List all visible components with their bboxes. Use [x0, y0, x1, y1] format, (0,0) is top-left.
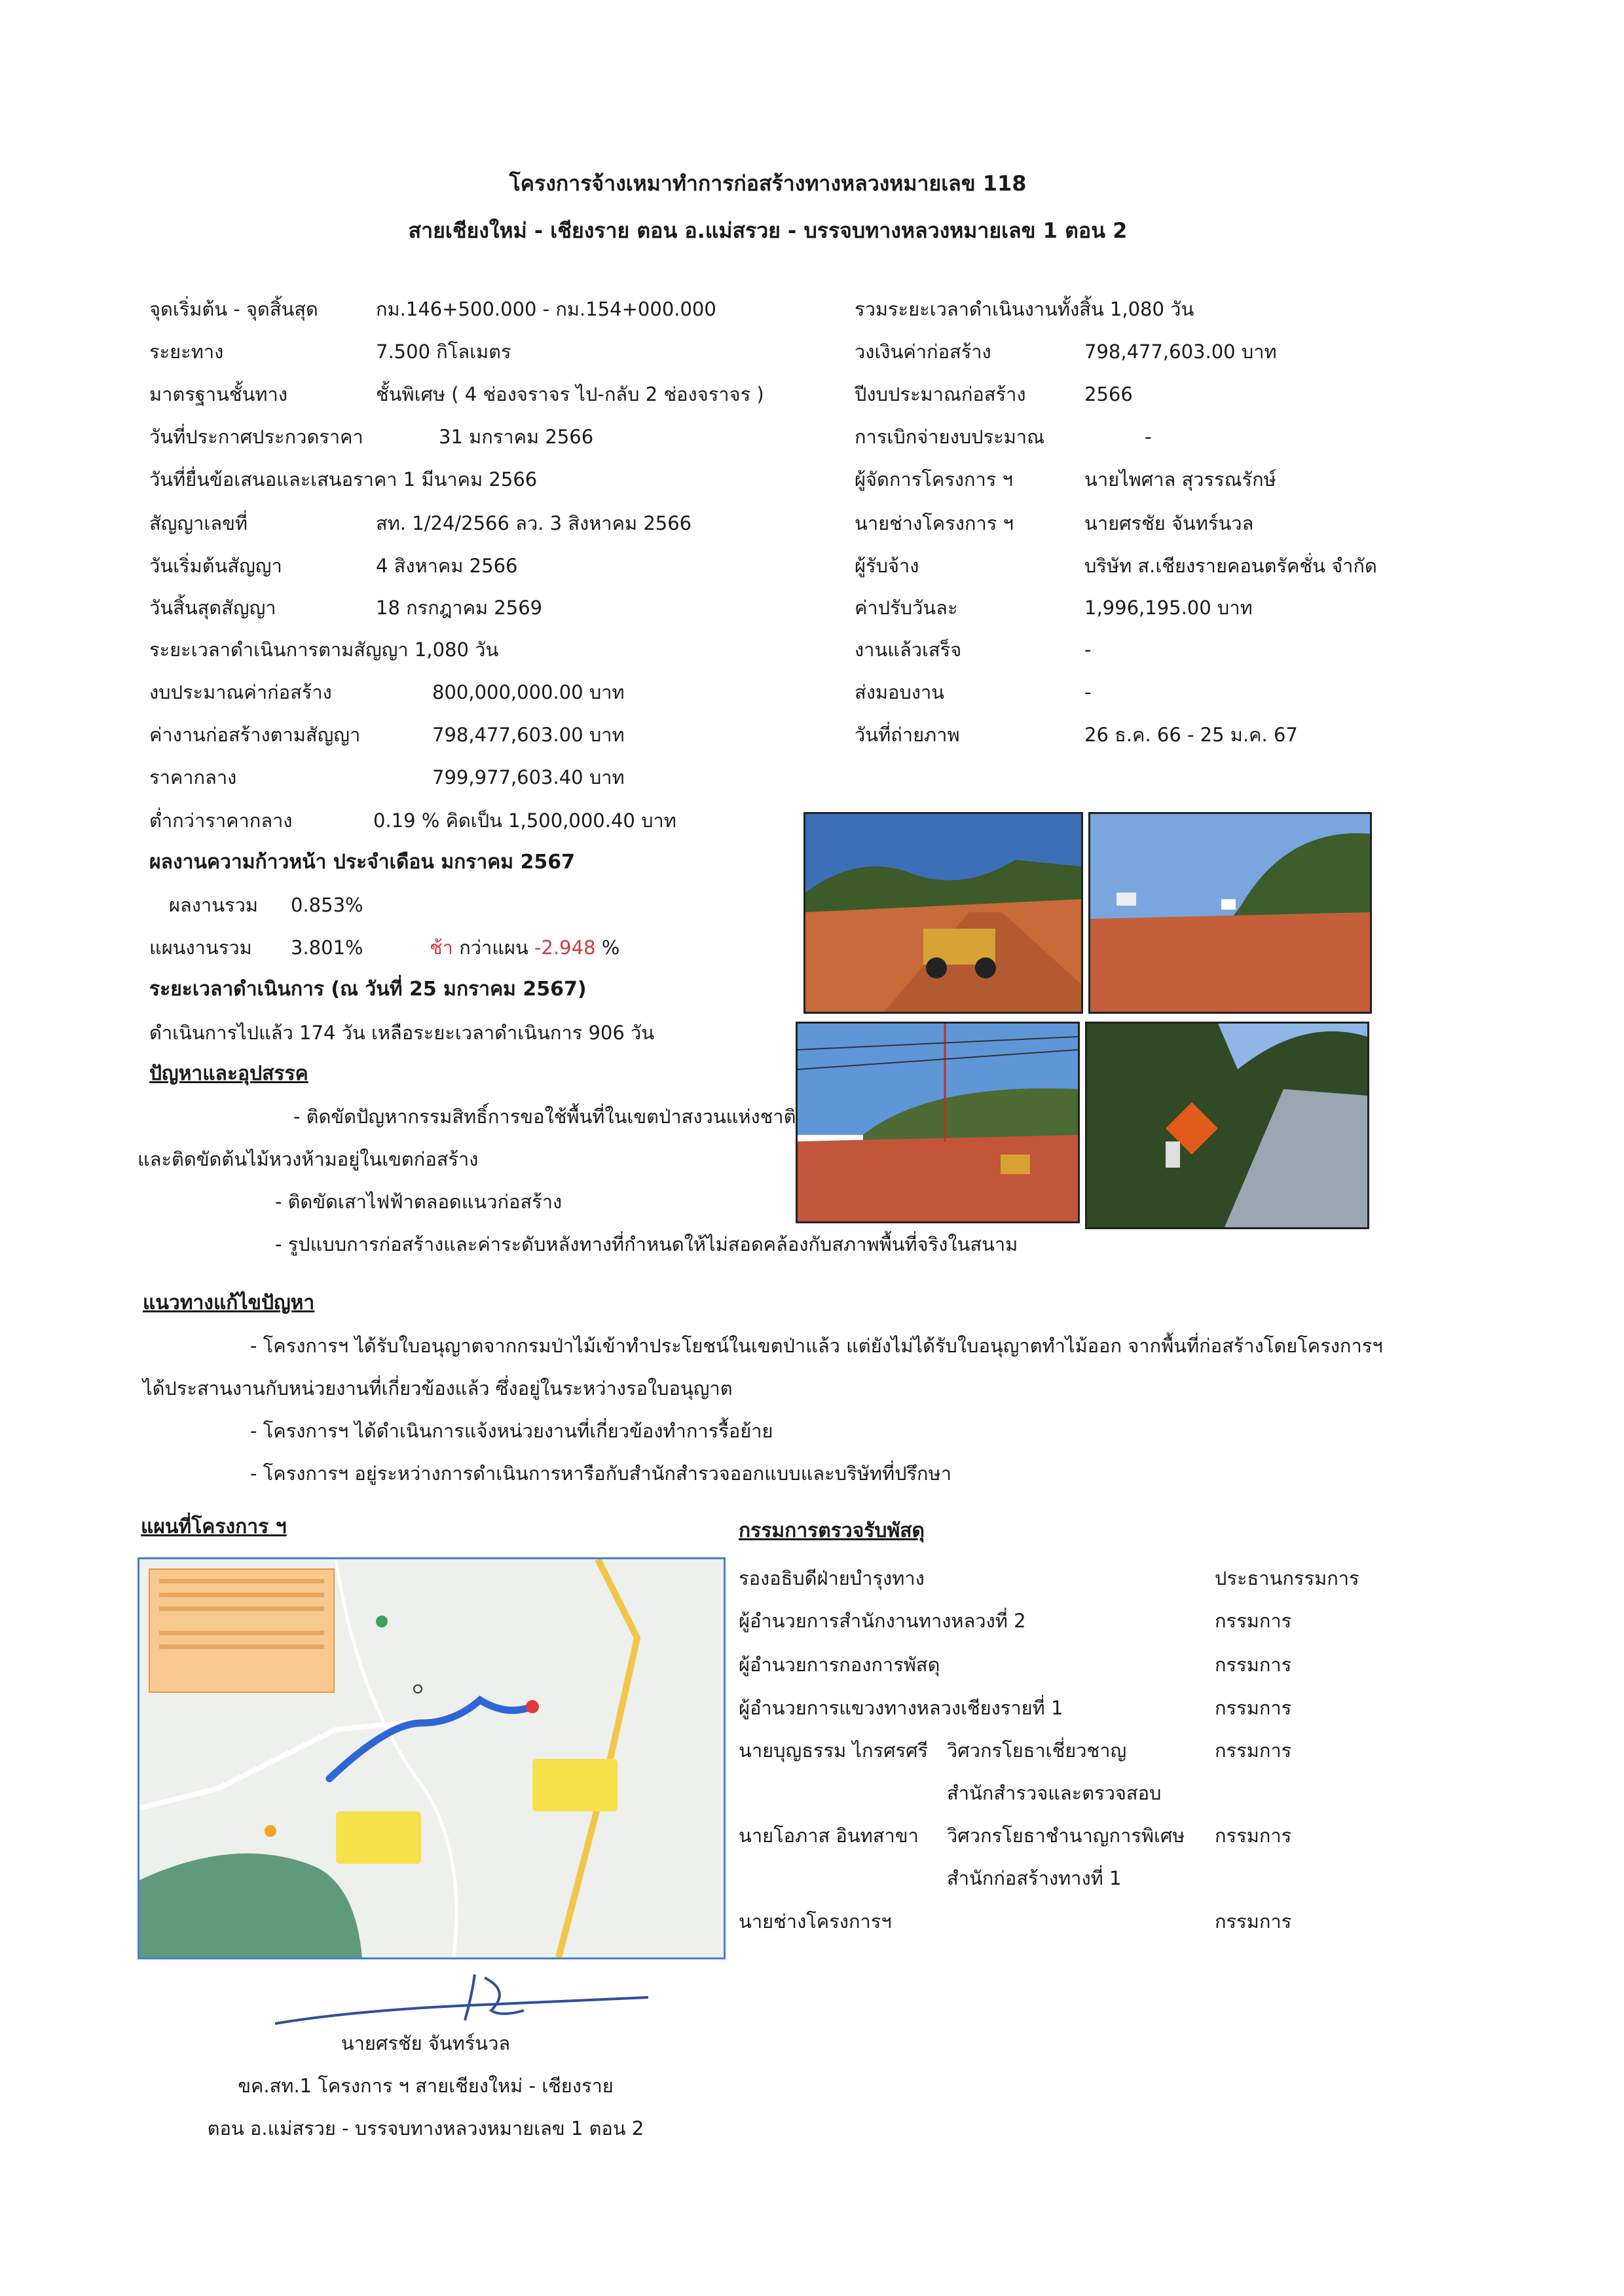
label-road-standard: มาตรฐานชั้นทาง — [149, 383, 287, 405]
label-contract-start: วันเริ่มต้นสัญญา — [149, 555, 282, 577]
committee-name-4: ผู้อำนวยการแขวงทางหลวงเชียงรายที่ 1 — [739, 1697, 1063, 1719]
committee-position-5b: สำนักสำรวจและตรวจสอบ — [947, 1782, 1162, 1804]
solutions-heading: แนวทางแก้ไขปัญหา — [143, 1291, 315, 1314]
value-disbursement: - — [1145, 426, 1152, 448]
problem-3: - รูปแบบการก่อสร้างและค่าระดับหลังทางที่กำหนดให้ไม่สอดคล้องกับสภาพพื้นที่จริงในสนาม — [275, 1233, 1018, 1255]
signer-title-line-2: ตอน อ.แม่สรวย - บรรจบทางหลวงหมายเลข 1 ตอน 2 — [207, 2117, 644, 2139]
committee-position-5: วิศวกรโยธาเชี่ยวชาญ — [947, 1739, 1127, 1762]
label-start-end: จุดเริ่มต้น - จุดสิ้นสุด — [149, 298, 318, 320]
value-below-median: 0.19 % คิดเป็น 1,500,000.40 บาท — [373, 809, 676, 832]
value-bid-announce-date: 31 มกราคม 2566 — [439, 426, 594, 448]
solution-1a: - โครงการฯ ได้รับใบอนุญาตจากกรมป่าไม้เข้าทำประโยชน์ในเขตป่าแล้ว แต่ยังไม่ได้รับใบอนุญาตทำไม้ออก จากพื้นที่ก่อสร้างโดยโครงการฯ — [250, 1335, 1383, 1357]
label-handover: ส่งมอบงาน — [855, 681, 945, 703]
site-photo-grader — [803, 812, 1083, 1014]
label-bid-submit-date: วันที่ยื่นข้อเสนอและเสนอราคา 1 มีนาคม 2566 — [149, 468, 538, 491]
value-contract-end: 18 กรกฎาคม 2569 — [376, 597, 543, 619]
committee-name-5: นายบุญธรรม ไกรศรศรี — [739, 1739, 929, 1762]
value-project-engineer: นายศรชัย จันทร์นวล — [1084, 512, 1254, 534]
delay-text: กว่าแผน — [459, 936, 528, 959]
delay-word: ช้า — [430, 936, 453, 959]
solution-1b: ได้ประสานงานกับหน่วยงานที่เกี่ยวข้องแล้ว ซึ่งอยู่ในระหว่างรอใบอนุญาต — [143, 1377, 733, 1399]
value-contract-no: สท. 1/24/2566 ลว. 3 สิงหาคม 2566 — [376, 512, 692, 534]
title-line-1: โครงการจ้างเหมาทำการก่อสร้างทางหลวงหมายเลข 118 — [509, 171, 1027, 196]
label-distance: ระยะทาง — [149, 341, 224, 363]
value-budget: 800,000,000.00 บาท — [432, 681, 625, 703]
signer-title-line-1: ขค.สท.1 โครงการ ฯ สายเชียงใหม่ - เชียงราย — [238, 2075, 614, 2097]
site-photo-road-clearing — [1088, 812, 1372, 1014]
label-contract-price: ค่างานก่อสร้างตามสัญญา — [149, 724, 361, 746]
label-contract-no: สัญญาเลขที่ — [149, 512, 248, 534]
map-legend — [149, 1568, 335, 1693]
problem-2: - ติดขัดเสาไฟฟ้าตลอดแนวก่อสร้าง — [275, 1191, 563, 1213]
committee-name-2: ผู้อำนวยการสำนักงานทางหลวงที่ 2 — [739, 1610, 1026, 1632]
label-bid-announce-date: วันที่ประกาศประกวดราคา — [149, 426, 363, 448]
value-road-standard: ชั้นพิเศษ ( 4 ช่องจราจร ไป-กลับ 2 ช่องจราจร ) — [376, 383, 764, 405]
actual-progress-label: ผลงานรวม — [169, 894, 259, 916]
problem-1a: - ติดขัดปัญหากรรมสิทธิ์การขอใช้พื้นที่ในเขตป่าสงวนแห่งชาติ — [293, 1105, 796, 1128]
plan-progress-value: 3.801% — [291, 936, 363, 959]
value-median-price: 799,977,603.40 บาท — [432, 766, 625, 788]
title-line-2: สายเชียงใหม่ - เชียงราย ตอน อ.แม่สรวย - บรรจบทางหลวงหมายเลข 1 ตอน 2 — [408, 218, 1128, 243]
progress-heading: ผลงานความก้าวหน้า ประจำเดือน มกราคม 2567 — [149, 851, 576, 874]
duration-heading: ระยะเวลาดำเนินการ (ณ วันที่ 25 มกราคม 2567) — [149, 978, 587, 1001]
committee-name-7: นายช่างโครงการฯ — [739, 1910, 892, 1933]
solution-3: - โครงการฯ อยู่ระหว่างการดำเนินการหารือกับสำนักสำรวจออกแบบและบริษัทที่ปรึกษา — [250, 1462, 952, 1485]
label-contract-end: วันสิ้นสุดสัญญา — [149, 597, 276, 619]
value-handover: - — [1084, 681, 1092, 703]
solution-2: - โครงการฯ ได้ดำเนินการแจ้งหน่วยงานที่เกี่ยวข้องทำการรื้อย้าย — [250, 1420, 773, 1442]
map-heading: แผนที่โครงการ ฯ — [141, 1515, 287, 1538]
value-daily-fine: 1,996,195.00 บาท — [1084, 597, 1253, 619]
committee-role-4: กรรมการ — [1215, 1697, 1292, 1719]
committee-role-1: ประธานกรรมการ — [1215, 1567, 1359, 1589]
committee-role-6: กรรมการ — [1215, 1824, 1292, 1847]
label-contractor: ผู้รับจ้าง — [855, 555, 919, 577]
delay-value: -2.948 — [534, 936, 596, 959]
committee-name-6: นายโอภาส อินทสาขา — [739, 1824, 919, 1847]
site-photo-roadside — [1085, 1022, 1369, 1229]
value-work-completed: - — [1084, 639, 1092, 661]
value-project-manager: นายไพศาล สุวรรณรักษ์ — [1084, 468, 1276, 491]
label-median-price: ราคากลาง — [149, 766, 237, 788]
plan-progress-label: แผนงานรวม — [149, 936, 252, 959]
value-contractor: บริษัท ส.เชียงรายคอนตรัคชั่น จำกัด — [1084, 555, 1377, 577]
signer-name: นายศรชัย จันทร์นวล — [341, 2032, 511, 2054]
duration-text: ดำเนินการไปแล้ว 174 วัน เหลือระยะเวลาดำเนินการ 906 วัน — [149, 1022, 655, 1044]
value-contract-start: 4 สิงหาคม 2566 — [376, 555, 518, 577]
label-daily-fine: ค่าปรับวันละ — [855, 597, 958, 619]
handwritten-signature — [275, 1965, 668, 2039]
value-photo-date: 26 ธ.ค. 66 - 25 ม.ค. 67 — [1084, 724, 1298, 746]
committee-name-3: ผู้อำนวยการกองการพัสดุ — [739, 1654, 940, 1676]
committee-name-1: รองอธิบดีฝ่ายบำรุงทาง — [739, 1567, 925, 1589]
committee-role-3: กรรมการ — [1215, 1654, 1292, 1676]
label-disbursement: การเบิกจ่ายงบประมาณ — [855, 426, 1044, 448]
committee-role-2: กรรมการ — [1215, 1610, 1292, 1632]
value-start-end: กม.146+500.000 - กม.154+000.000 — [376, 298, 716, 320]
label-construction-amount: วงเงินค่าก่อสร้าง — [855, 341, 991, 363]
delay-unit: % — [601, 936, 620, 959]
label-contract-duration: ระยะเวลาดำเนินการตามสัญญา 1,080 วัน — [149, 639, 499, 661]
committee-heading: กรรมการตรวจรับพัสดุ — [739, 1519, 925, 1542]
value-contract-price: 798,477,603.00 บาท — [432, 724, 625, 746]
committee-position-6b: สำนักก่อสร้างทางที่ 1 — [947, 1867, 1122, 1889]
label-photo-date: วันที่ถ่ายภาพ — [855, 724, 960, 746]
site-photo-power-line — [796, 1022, 1080, 1223]
label-below-median: ต่ำกว่าราคากลาง — [149, 809, 293, 832]
committee-role-7: กรรมการ — [1215, 1910, 1292, 1933]
value-construction-amount: 798,477,603.00 บาท — [1084, 341, 1277, 363]
problem-1b: และติดขัดต้นไม้หวงห้ามอยู่ในเขตก่อสร้าง — [138, 1148, 479, 1170]
actual-progress-value: 0.853% — [291, 894, 363, 916]
committee-role-5: กรรมการ — [1215, 1739, 1292, 1762]
label-total-duration: รวมระยะเวลาดำเนินงานทั้งสิ้น 1,080 วัน — [855, 298, 1194, 320]
label-fiscal-year: ปีงบประมาณก่อสร้าง — [855, 383, 1026, 405]
label-project-manager: ผู้จัดการโครงการ ฯ — [855, 468, 1013, 491]
value-distance: 7.500 กิโลเมตร — [376, 341, 511, 363]
label-project-engineer: นายช่างโครงการ ฯ — [855, 512, 1014, 534]
project-map — [138, 1557, 726, 1959]
label-budget: งบประมาณค่าก่อสร้าง — [149, 681, 332, 703]
problems-heading: ปัญหาและอุปสรรค — [149, 1062, 308, 1085]
value-fiscal-year: 2566 — [1084, 383, 1133, 405]
committee-position-6: วิศวกรโยธาชำนาญการพิเศษ — [947, 1824, 1185, 1847]
label-work-completed: งานแล้วเสร็จ — [855, 639, 962, 661]
